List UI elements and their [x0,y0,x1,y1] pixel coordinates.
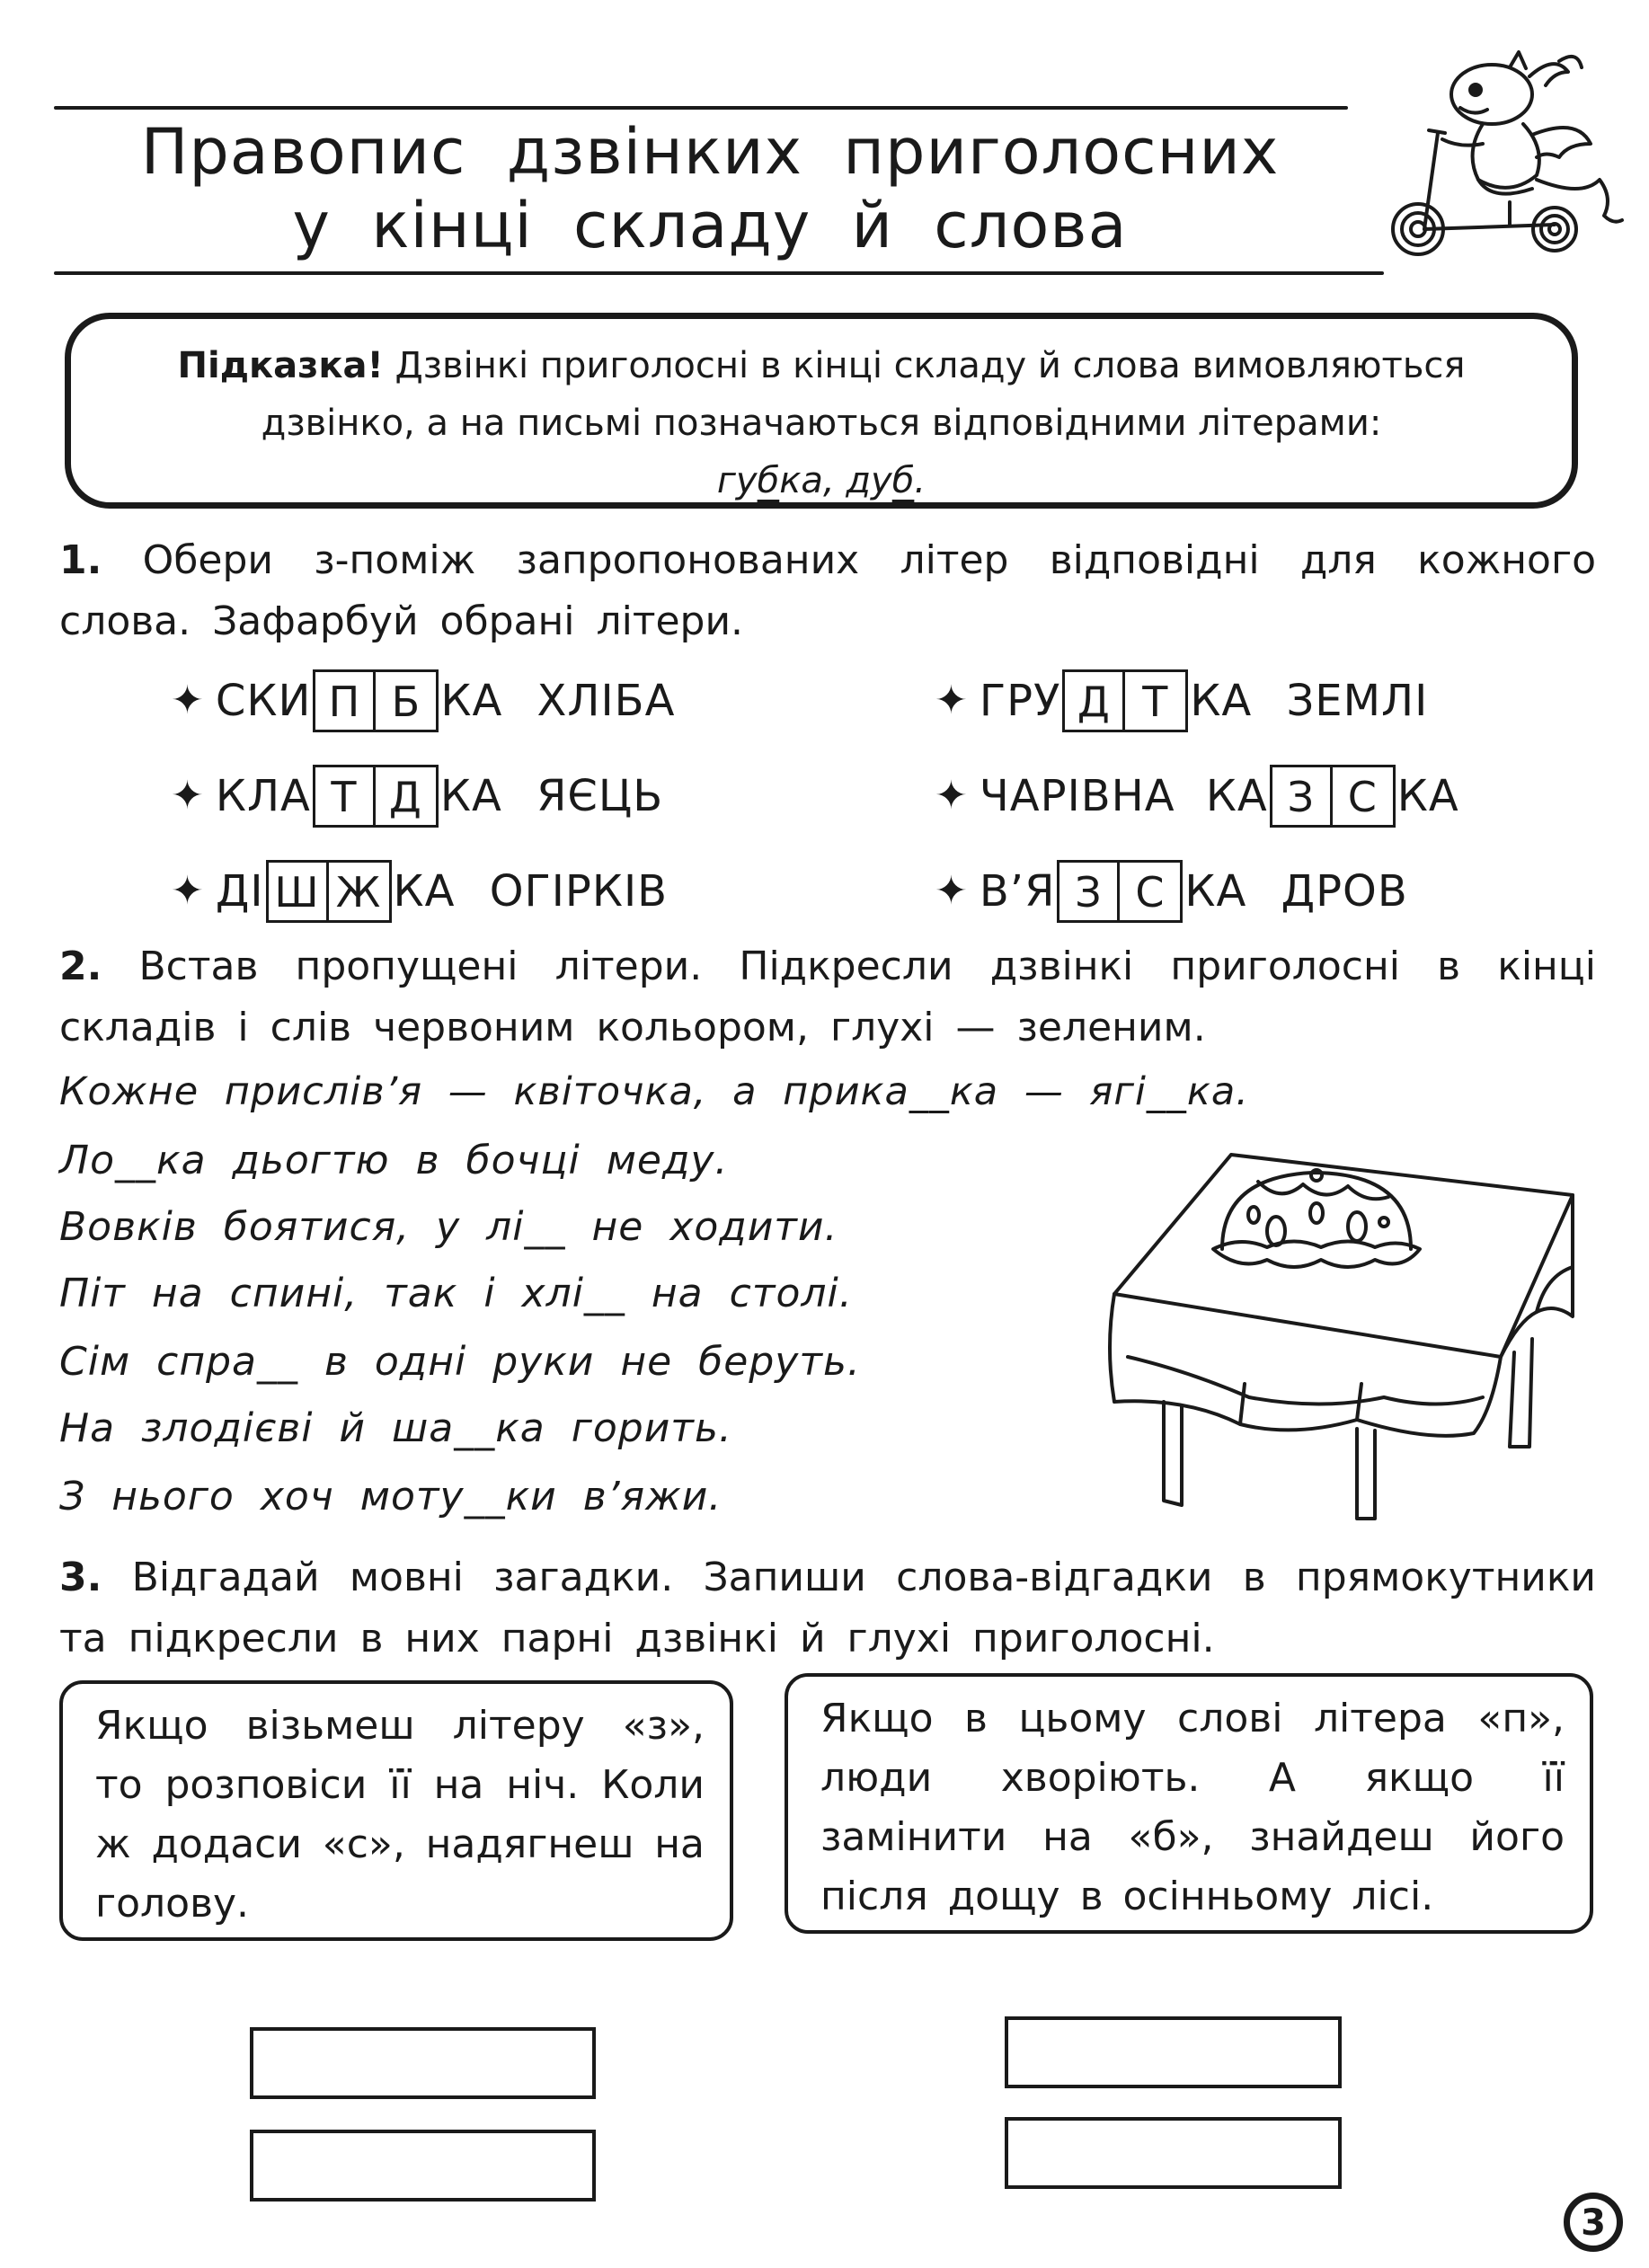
task1-item [935,762,1459,830]
example-1-part-a: гу [716,460,758,501]
word-end: КА [1396,771,1459,821]
example-2-end: . [914,460,926,501]
word-start: В’Я [979,866,1056,917]
hint-examples [71,452,1572,509]
letter-choice-box[interactable]: Т [1125,669,1188,732]
word-start: ГРУ [979,676,1061,726]
task1-item [935,857,1408,926]
riddle-box-2: Якщо в цьому слові літера «п», люди хворіють. А якщо її замінити на «б», знайдеш його після дощу в осінньому лісі. [785,1673,1593,1934]
proverb-line: З нього хоч моту__ки в’яжи. [59,1474,723,1519]
star-icon: ✦ [935,773,969,819]
task1-text: Обери з-поміж запропонованих літер відповідні для кожного слова. Зафарбуй обрані літери. [59,537,1596,644]
answer-box-riddle1-b[interactable] [250,2130,596,2202]
task3-text: Відгадай мовні загадки. Запиши слова-відгадки в прямокутники та підкресли в них парні дзвінкі й глухі приголосні. [59,1555,1596,1661]
proverb-line: На злодієві й ша__ка горить. [59,1405,732,1451]
proverb-line: Сім спра__ в одні руки не беруть. [59,1339,861,1385]
letter-choice-box[interactable]: С [1120,860,1183,923]
proverb-line: Ло__ка дьогтю в бочці меду. [59,1138,729,1183]
word-start: ЧАРІВНА КА [979,771,1268,821]
task2-instruction [59,936,1596,1059]
proverb-line: Вовків боятися, у лі__ не ходити. [59,1204,838,1250]
riddle-box-1: Якщо візьмеш літеру «з», то розповіси її на ніч. Коли ж додаси «с», надягнеш на голову. [59,1680,733,1941]
star-icon: ✦ [935,678,969,723]
hint-line1 [71,337,1572,394]
word-end: КА ЗЕМЛІ [1190,676,1429,726]
task2-number: 2. [59,944,102,989]
word-start: ДІ [215,866,264,917]
word-end: КА ДРОВ [1184,866,1408,917]
word-end: КА ЯЄЦЬ [439,771,664,821]
star-icon: ✦ [171,868,205,914]
example-1-part-c: ка [779,460,823,501]
task1-item [171,762,663,830]
answer-box-riddle2-a[interactable] [1005,2016,1342,2088]
word-end: КА ОГІРКІВ [393,866,669,917]
hint-box [65,313,1578,509]
star-icon: ✦ [171,773,205,819]
letter-choice-box[interactable]: Ш [266,860,329,923]
example-2-part-a: ду [846,460,892,501]
task1-number: 1. [59,537,102,583]
answer-box-riddle1-a[interactable] [250,2027,596,2099]
letter-choice-box[interactable]: Б [376,669,439,732]
letter-choice-box[interactable]: С [1333,765,1396,828]
star-icon: ✦ [171,678,205,723]
answer-box-riddle2-b[interactable] [1005,2117,1342,2189]
title-top-rule [54,106,1348,110]
example-2-underlined: б [891,460,915,501]
task1-item [171,667,675,735]
title-bottom-rule [54,271,1384,275]
proverb-line: Кожне прислів’я — квіточка, а прика__ка — ягі__ка. [59,1069,1249,1114]
task3-number: 3. [59,1555,102,1600]
page-title-line1: Правопис дзвінких приголосних [140,115,1280,189]
proverb-line: Піт на спині, так і хлі__ на столі. [59,1271,853,1316]
hint-text1: Дзвінкі приголосні в кінці складу й слова вимовляються [395,345,1466,386]
letter-choice-box[interactable]: З [1057,860,1120,923]
word-start: КЛА [215,771,311,821]
letter-choice-box[interactable]: Д [1062,669,1125,732]
task1-item [935,667,1428,735]
page-number: 3 [1564,2193,1623,2252]
task1-instruction [59,530,1596,652]
letter-choice-box[interactable]: Д [376,765,439,828]
task2-text: Встав пропущені літери. Підкресли дзвінкі приголосні в кінці складів і слів червоним кольором, глухі — зеленим. [59,944,1596,1050]
hint-text2: дзвінко, а на письмі позначаються відповідними літерами: [261,403,1382,444]
letter-choice-box[interactable]: З [1270,765,1333,828]
letter-choice-box[interactable]: П [313,669,376,732]
example-1-underlined: б [757,460,780,501]
word-start: СКИ [215,676,312,726]
word-end: КА ХЛІБА [440,676,676,726]
task1-item [171,857,668,926]
task3-instruction [59,1547,1596,1670]
hint-label: Підказка! [177,345,384,386]
table-with-cake-illustration [1087,1141,1591,1537]
letter-choice-box[interactable]: Т [313,765,376,828]
star-icon: ✦ [935,868,969,914]
letter-choice-box[interactable]: Ж [329,860,392,923]
example-separator: , [822,460,847,501]
page-title-line2: у кінці складу й слова [292,189,1128,262]
dragon-scooter-illustration [1375,45,1636,261]
